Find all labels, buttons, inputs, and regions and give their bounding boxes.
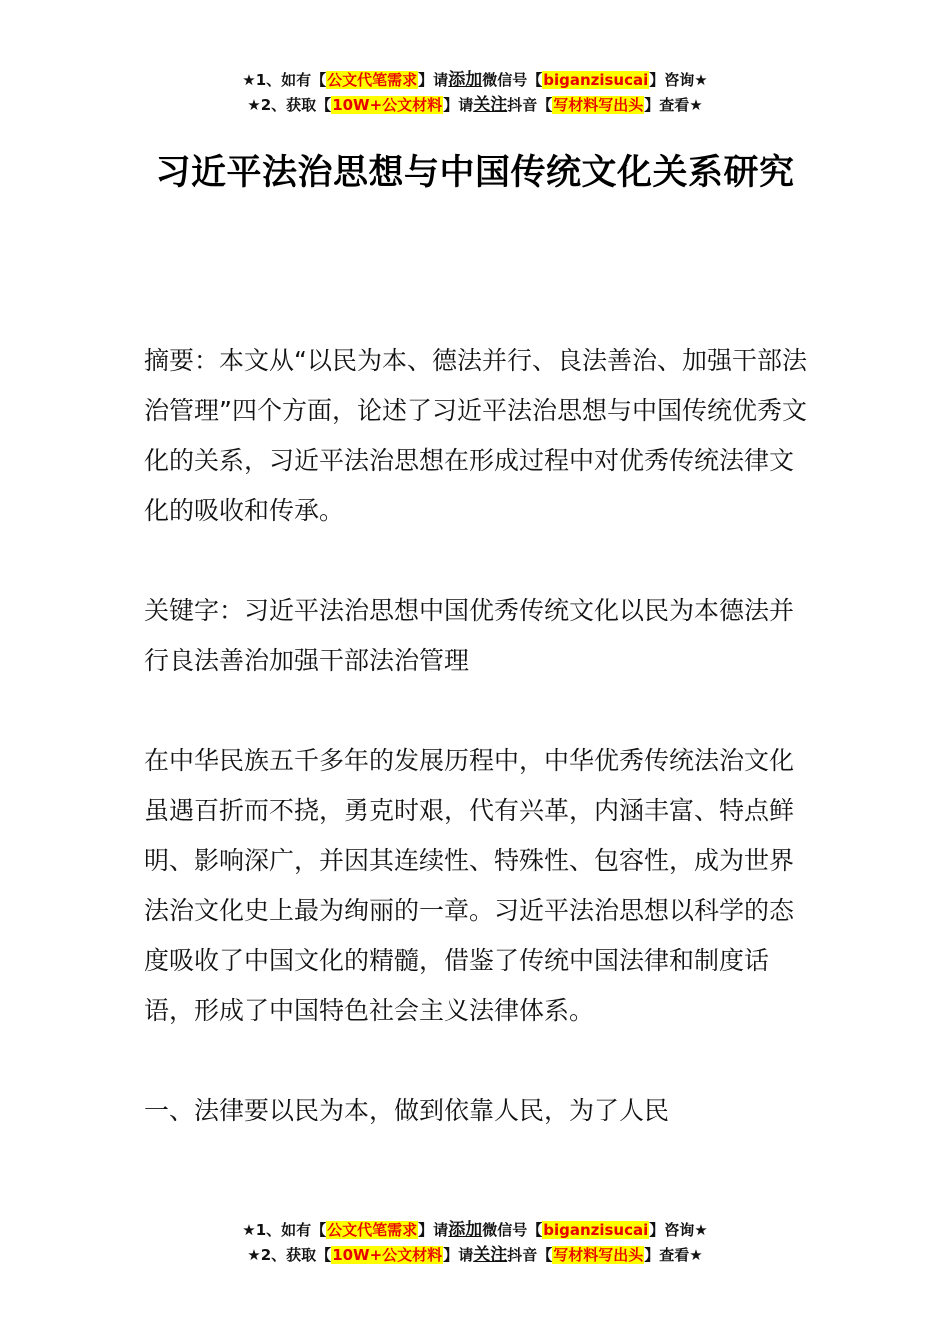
header-notice [0, 68, 950, 118]
highlight-service: 公文代笔需求 [327, 71, 418, 89]
keywords-paragraph: 关键字：习近平法治思想中国优秀传统文化以民为本德法并行良法善治加强干部法治管理 [144, 596, 795, 675]
highlight-materials: 10W+公文材料 [332, 1246, 443, 1264]
highlight-wechat-id: biganzisucai [543, 1221, 649, 1239]
notice-line-2: ★2、获取【10W+公文材料】请关注抖音【写材料写出头】查看★ [247, 95, 703, 115]
body-paragraph: 在中华民族五千多年的发展历程中，中华优秀传统法治文化虽遇百折而不挠，勇克时艰，代有兴革，内涵丰富、特点鲜明、影响深广，并因其连续性、特殊性、包容性，成为世界法治文化史上最为绚丽的一章。习近平法治思想以科学的态度吸收了中国文化的精髓，借鉴了传统中国法律和制度话语，形成了中国特色社会主义法律体系。 [144, 746, 795, 1025]
notice-line-1: ★1、如有【公文代笔需求】请添加微信号【biganzisucai】咨询★ [242, 70, 708, 90]
footer-notice [0, 1218, 950, 1268]
notice-line-1: ★1、如有【公文代笔需求】请添加微信号【biganzisucai】咨询★ [242, 1220, 708, 1240]
section-heading: 一、法律要以民为本，做到依靠人民，为了人民 [144, 1096, 670, 1125]
highlight-wechat-id: biganzisucai [543, 71, 649, 89]
highlight-douyin-id: 写材料写出头 [553, 96, 644, 114]
highlight-douyin-id: 写材料写出头 [553, 1246, 644, 1264]
document-title: 习近平法治思想与中国传统文化关系研究 [155, 153, 795, 193]
highlight-service: 公文代笔需求 [327, 1221, 418, 1239]
highlight-materials: 10W+公文材料 [332, 96, 443, 114]
notice-line-2: ★2、获取【10W+公文材料】请关注抖音【写材料写出头】查看★ [247, 1245, 703, 1265]
abstract-paragraph: 摘要：本文从“以民为本、德法并行、良法善治、加强干部法治管理”四个方面，论述了习近平法治思想与中国传统优秀文化的关系，习近平法治思想在形成过程中对优秀传统法律文化的吸收和传承。 [144, 346, 807, 525]
